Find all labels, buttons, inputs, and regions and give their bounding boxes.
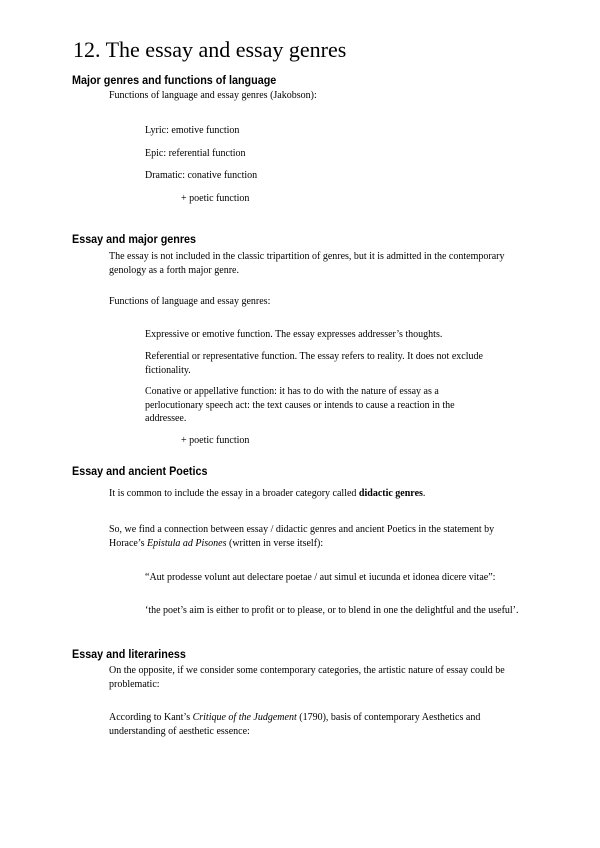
paragraph-text: So, we find a connection between essay / didactic genres and ancient Poetics in the statement by Horace’s bbox=[109, 524, 495, 549]
paragraph-text: According to Kant’s bbox=[109, 712, 193, 723]
section-heading-essay-major-genres: Essay and major genres bbox=[72, 233, 197, 246]
poetic-function-note: + poetic function bbox=[181, 193, 250, 204]
work-title: Critique of the Judgement bbox=[192, 712, 297, 723]
genre-item-dramatic: Dramatic: conative function bbox=[145, 170, 258, 181]
paragraph-text: (written in verse itself): bbox=[226, 537, 324, 549]
section-intro: Functions of language and essay genres: bbox=[109, 296, 271, 307]
page-title: 12. The essay and essay genres bbox=[73, 37, 347, 62]
section-heading-major-genres: Major genres and functions of language bbox=[72, 74, 277, 87]
section-paragraph: On the opposite, if we consider some contemporary categories, the artistic nature of essay could be problematic: bbox=[109, 665, 505, 690]
section-heading-literariness: Essay and literariness bbox=[72, 648, 186, 661]
section-intro: Functions of language and essay genres (Jakobson): bbox=[109, 90, 317, 101]
paragraph-text: (1790), basis of contemporary Aesthetics and understanding of aesthetic essence: bbox=[109, 712, 481, 737]
paragraph-text: It is common to include the essay in a broader category called bbox=[109, 488, 359, 499]
genre-item-epic: Epic: referential function bbox=[145, 148, 246, 159]
horace-paragraph bbox=[109, 523, 525, 550]
poetic-function-note: + poetic function bbox=[181, 435, 250, 446]
section-paragraph: The essay is not included in the classic tripartition of genres, but it is admitted in the contemporary genology as a forth major genre. bbox=[109, 251, 505, 276]
emphasis-term: didactic genres bbox=[358, 488, 423, 499]
genre-item-lyric: Lyric: emotive function bbox=[145, 125, 240, 136]
didactic-genres-paragraph bbox=[109, 487, 425, 501]
latin-quote: “Aut prodesse volunt aut delectare poetae / aut simul et iucunda et idonea dicere vitae”: bbox=[145, 572, 496, 583]
section-heading-ancient-poetics: Essay and ancient Poetics bbox=[72, 465, 208, 478]
kant-paragraph bbox=[109, 711, 525, 738]
work-title: Epistula ad Pisones bbox=[147, 537, 227, 549]
function-item-conative: Conative or appellative function: it has to do with the nature of essay as a perlocutionary speech act: the text causes or intends to cause a reaction in the addressee. bbox=[145, 386, 455, 424]
function-item-expressive: Expressive or emotive function. The essay expresses addresser’s thoughts. bbox=[145, 329, 443, 340]
english-quote: ‘the poet’s aim is either to profit or to please, or to blend in one the delightful and the useful’. bbox=[145, 605, 519, 616]
paragraph-text: . bbox=[422, 488, 426, 499]
function-item-referential: Referential or representative function. The essay refers to reality. It does not exclude fictionality. bbox=[145, 351, 483, 376]
